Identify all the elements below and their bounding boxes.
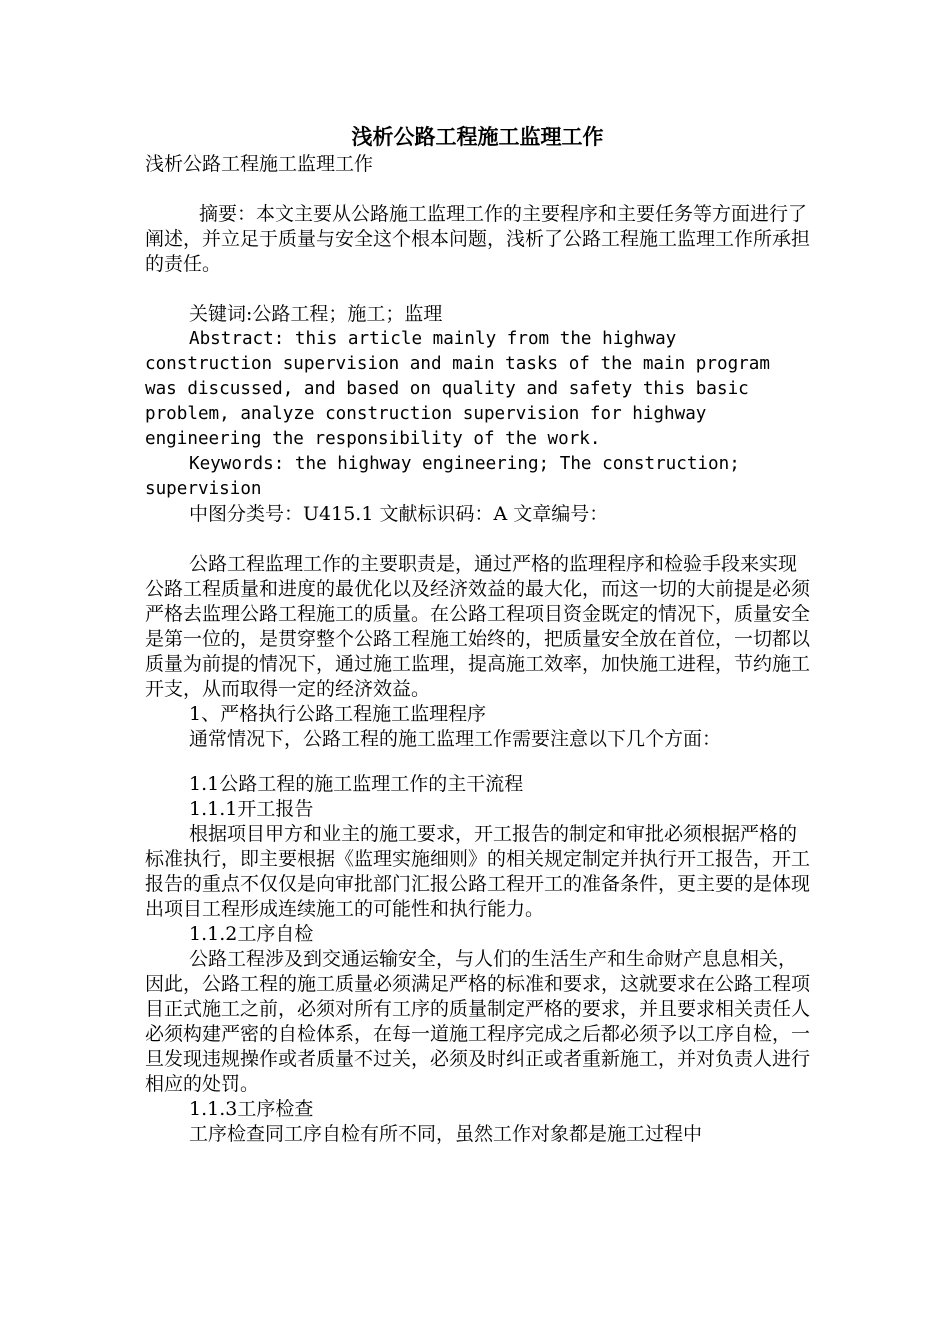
keywords-cn: 关键词:公路工程；施工；监理 xyxy=(189,303,443,325)
abstract-en: Abstract: this article mainly from the highway construction supervision and main tasks of the main program was discussed, and based on quality and safety this basic problem, analyze construction supervision for highway engineering the responsibility of the work. xyxy=(145,329,770,449)
section-1-text: 通常情况下，公路工程的施工监理工作需要注意以下几个方面： xyxy=(189,728,722,750)
spacer xyxy=(145,527,810,552)
section-1-1-3-text: 工序检查同工序自检有所不同，虽然工作对象都是施工过程中 xyxy=(189,1123,703,1145)
document-title: 浅析公路工程施工监理工作 xyxy=(351,125,604,149)
spacer xyxy=(145,752,810,772)
classification-line: 中图分类号：U415.1 文献标识码：A 文章编号： xyxy=(189,503,609,525)
spacer xyxy=(145,177,810,202)
section-1-1-3-heading: 1.1.3工序检查 xyxy=(189,1098,314,1120)
section-1-1-heading: 1.1公路工程的施工监理工作的主干流程 xyxy=(189,773,524,795)
section-1-1-1-heading: 1.1.1开工报告 xyxy=(189,798,314,820)
section-1-1-2-heading: 1.1.2工序自检 xyxy=(189,923,314,945)
keywords-en: Keywords: the highway engineering; The construction; supervision xyxy=(145,454,740,499)
section-1-heading: 1、严格执行公路工程施工监理程序 xyxy=(189,703,487,725)
spacer xyxy=(145,277,810,302)
section-1-1-2-text: 公路工程涉及到交通运输安全，与人们的生活生产和生命财产息息相关，因此，公路工程的施工质量必须满足严格的标准和要求，这就要求在公路工程项目正式施工之前，必须对所有工序的质量制定严格的要求，并且要求相关责任人必须构建严密的自检体系，在每一道施工程序完成之后都必须予以工序自检，一旦发现违规操作或者质量不过关，必须及时纠正或者重新施工，并对负责人进行相应的处罚。 xyxy=(145,948,811,1095)
abstract-cn: 摘要：本文主要从公路施工监理工作的主要程序和主要任务等方面进行了阐述，并立足于质量与安全这个根本问题，浅析了公路工程施工监理工作所承担的责任。 xyxy=(145,203,811,275)
document-subtitle: 浅析公路工程施工监理工作 xyxy=(145,153,374,175)
intro-paragraph: 公路工程监理工作的主要职责是，通过严格的监理程序和检验手段来实现公路工程质量和进度的最优化以及经济效益的最大化，而这一切的大前提是必须严格去监理公路工程施工的质量。在公路工程项目资金既定的情况下，质量安全是第一位的，是贯穿整个公路工程施工始终的，把质量安全放在首位，一切都以质量为前提的情况下，通过施工监理，提高施工效率，加快施工进程，节约施工开支，从而取得一定的经济效益。 xyxy=(145,553,811,700)
section-1-1-1-text: 根据项目甲方和业主的施工要求，开工报告的制定和审批必须根据严格的标准执行，即主要根据《监理实施细则》的相关规定制定并执行开工报告，开工报告的重点不仅仅是向审批部门汇报公路工程开工的准备条件，更主要的是体现出项目工程形成连续施工的可能性和执行能力。 xyxy=(145,823,811,920)
